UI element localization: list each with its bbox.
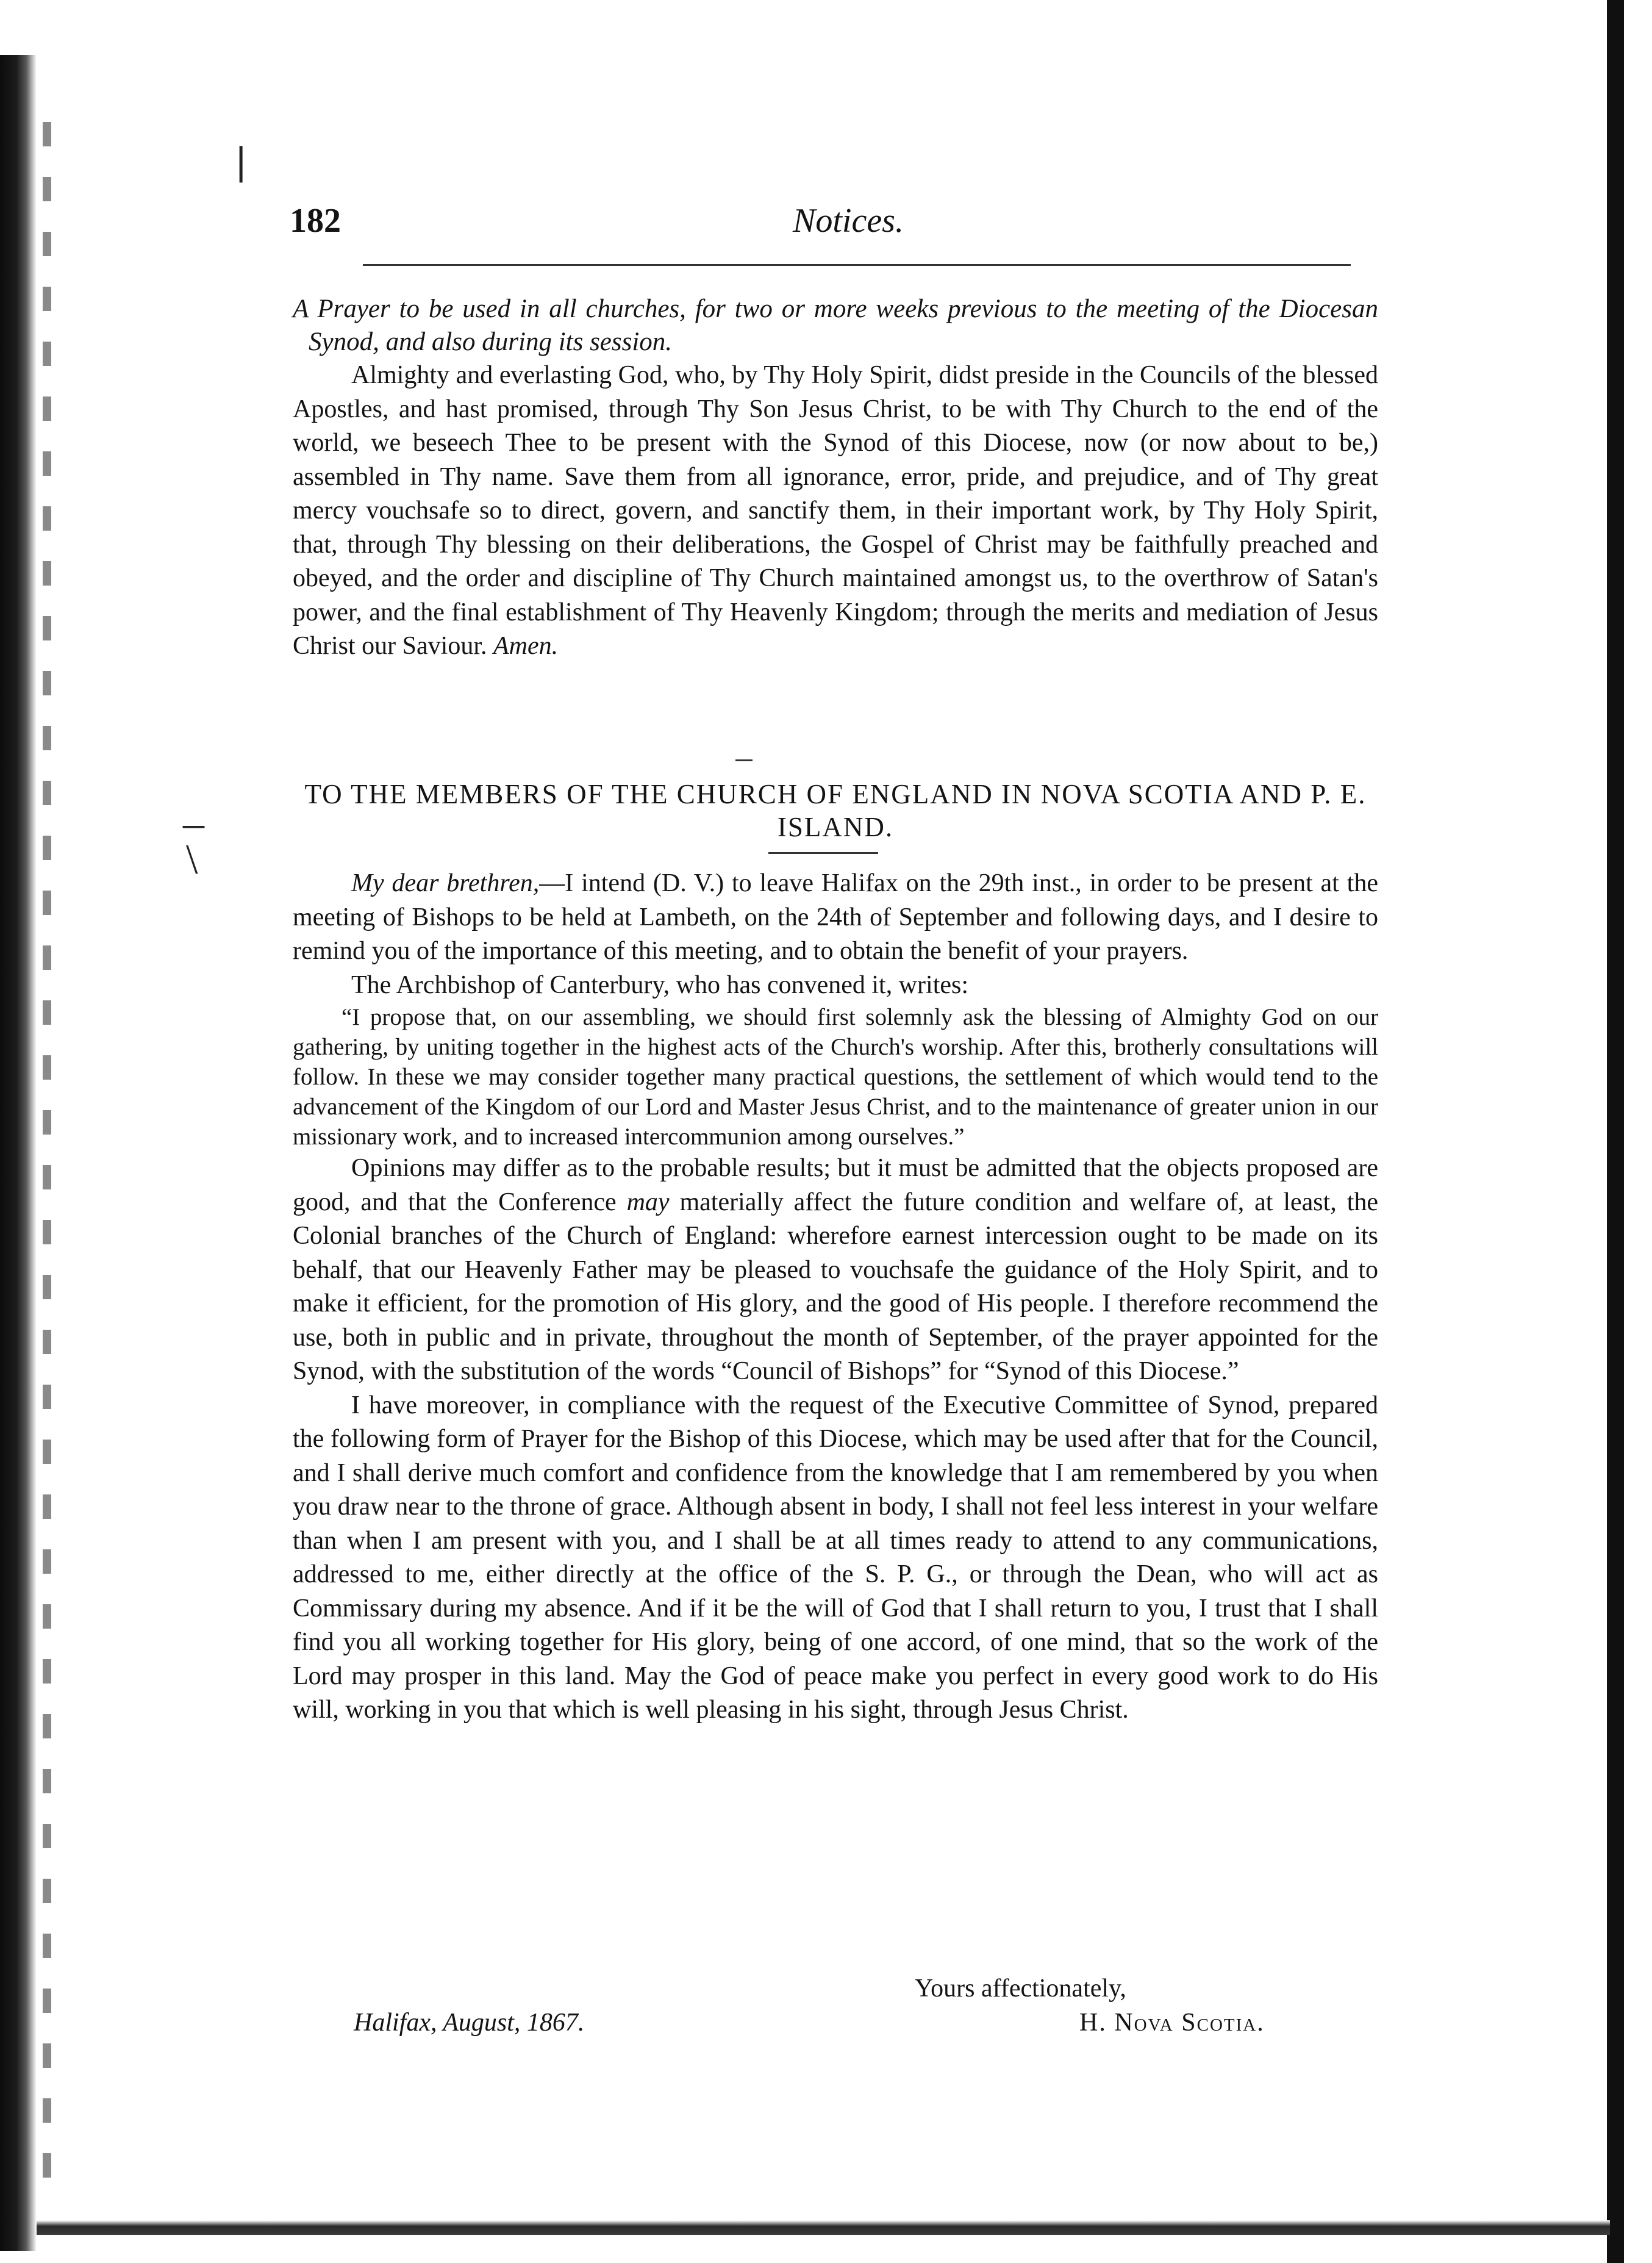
running-title: Notices. xyxy=(793,202,904,240)
letter-paragraph xyxy=(293,867,1378,969)
letter-salutation: My dear brethren, xyxy=(351,869,540,897)
margin-mark: – xyxy=(183,800,204,847)
section-dash xyxy=(735,759,753,761)
margin-mark: ❘ xyxy=(226,142,257,182)
letter-paragraph-text: —I intend (D. V.) to leave Halifax on the 29th inst., in order to be present at the meeting of Bishops to be held at Lambeth, on the 24th of September and following days, and I desire to remind you of the importance of this meeting, and to obtain the benefit of your prayers. xyxy=(293,869,1378,965)
prayer-amen: Amen. xyxy=(493,632,559,660)
letter-section xyxy=(293,778,1378,1727)
prayer-body-text: Almighty and everlasting God, who, by Thy Holy Spirit, didst preside in the Councils of the blessed Apostles, and hast promised, through Thy Son Jesus Christ, to be with Thy Church to the end of the world, we beseech Thee to be present with the Synod of this Diocese, now (or now about to be,) assembled in Thy name. Save them from all ignorance, error, pride, and prejudice, and of Thy great mercy vouchsafe so to direct, govern, and sanctify them, in their important work, by Thy Holy Spirit, that, through Thy blessing on their deliberations, the Gospel of Christ may be faithfully preached and obeyed, and the order and discipline of Thy Church maintained amongst us, to the overthrow of Satan's power, and the final establishment of Thy Heavenly Kingdom; through the merits and mediation of Jesus Christ our Saviour. xyxy=(293,361,1378,660)
letter-paragraph xyxy=(293,1152,1378,1389)
heading-rule xyxy=(768,852,878,854)
prayer-title: A Prayer to be used in all churches, for two or more weeks previous to the meeting of the Diocesan Synod, and also during its session. xyxy=(293,295,1378,356)
margin-mark: \ xyxy=(186,836,198,883)
letter-paragraph-text: materially affect the future condition and welfare of, at least, the Colonial branches of the Church of England: wherefore earnest intercession ought to be made on its behalf, that our Heavenly Father may be pleased to vouchsafe the guidance of the Holy Spirit, and to make it efficient, for the promotion of His glory, and the good of His people. I therefore recommend the use, both in public and in private, throughout the month of September, of the prayer appointed for the Synod, with the substitution of the words “Council of Bishops” for “Synod of this Diocese.” xyxy=(293,1188,1379,1385)
prayer-section xyxy=(293,293,1378,664)
emphasis-text: may xyxy=(626,1188,670,1216)
place-date: Halifax, August, 1867. xyxy=(354,2009,585,2037)
page-number: 182 xyxy=(290,202,341,240)
prayer-body xyxy=(293,359,1378,664)
letter-paragraph: The Archbishop of Canterbury, who has convened it, writes: xyxy=(351,970,969,999)
signature: H. Nova Scotia. xyxy=(1079,2009,1265,2037)
letter-paragraph-text: Opinions may differ as to the probable results; but it must be admitted that the objects proposed are good, and that the Conference xyxy=(293,1154,1378,1216)
letter-paragraph: I have moreover, in compliance with the request of the Executive Committee of Synod, prepared the following form of Prayer for the Bishop of this Diocese, which may be used after that for the Council, and I shall derive much comfort and confidence from the knowledge that I am remembered by you when you draw near to the throne of grace. Although absent in body, I shall not feel less interest in your welfare than when I am present with you, and I shall be at all times ready to attend to any communications, addressed to me, either directly at the office of the S. P. G., or through the Dean, who will act as Commissary during my absence. And if it be the will of God that I shall return to you, I trust that I shall find you all working together for His glory, being of one accord, of one mind, that so the work of the Lord may prosper in this land. May the God of peace make you perfect in every good work to do His will, working in you that which is well pleasing in his sight, through Jesus Christ. xyxy=(293,1391,1378,1724)
valediction: Yours affectionately, xyxy=(915,1974,1126,2003)
letter-heading: TO THE MEMBERS OF THE CHURCH OF ENGLAND IN NOVA SCOTIA AND P. E. ISLAND. xyxy=(304,779,1367,842)
scan-edge-bottom xyxy=(37,2220,1610,2235)
binding-shadow-left xyxy=(0,55,37,2251)
header-rule xyxy=(363,264,1351,266)
scan-edge-right xyxy=(1607,0,1624,2263)
heading-spacer xyxy=(293,844,1378,867)
binding-marks-left xyxy=(43,122,51,2196)
archbishop-quote: “I propose that, on our assembling, we should first solemnly ask the blessing of Almighty God on our gathering, by uniting together in the highest acts of the Church's worship. After this, brotherly consultations will follow. In these we may consider together many practical questions, the settlement of which would tend to the advancement of the Kingdom of our Lord and Master Jesus Christ, and to the maintenance of greater union in our missionary work, and to increased intercommunion among ourselves.” xyxy=(293,1004,1378,1150)
